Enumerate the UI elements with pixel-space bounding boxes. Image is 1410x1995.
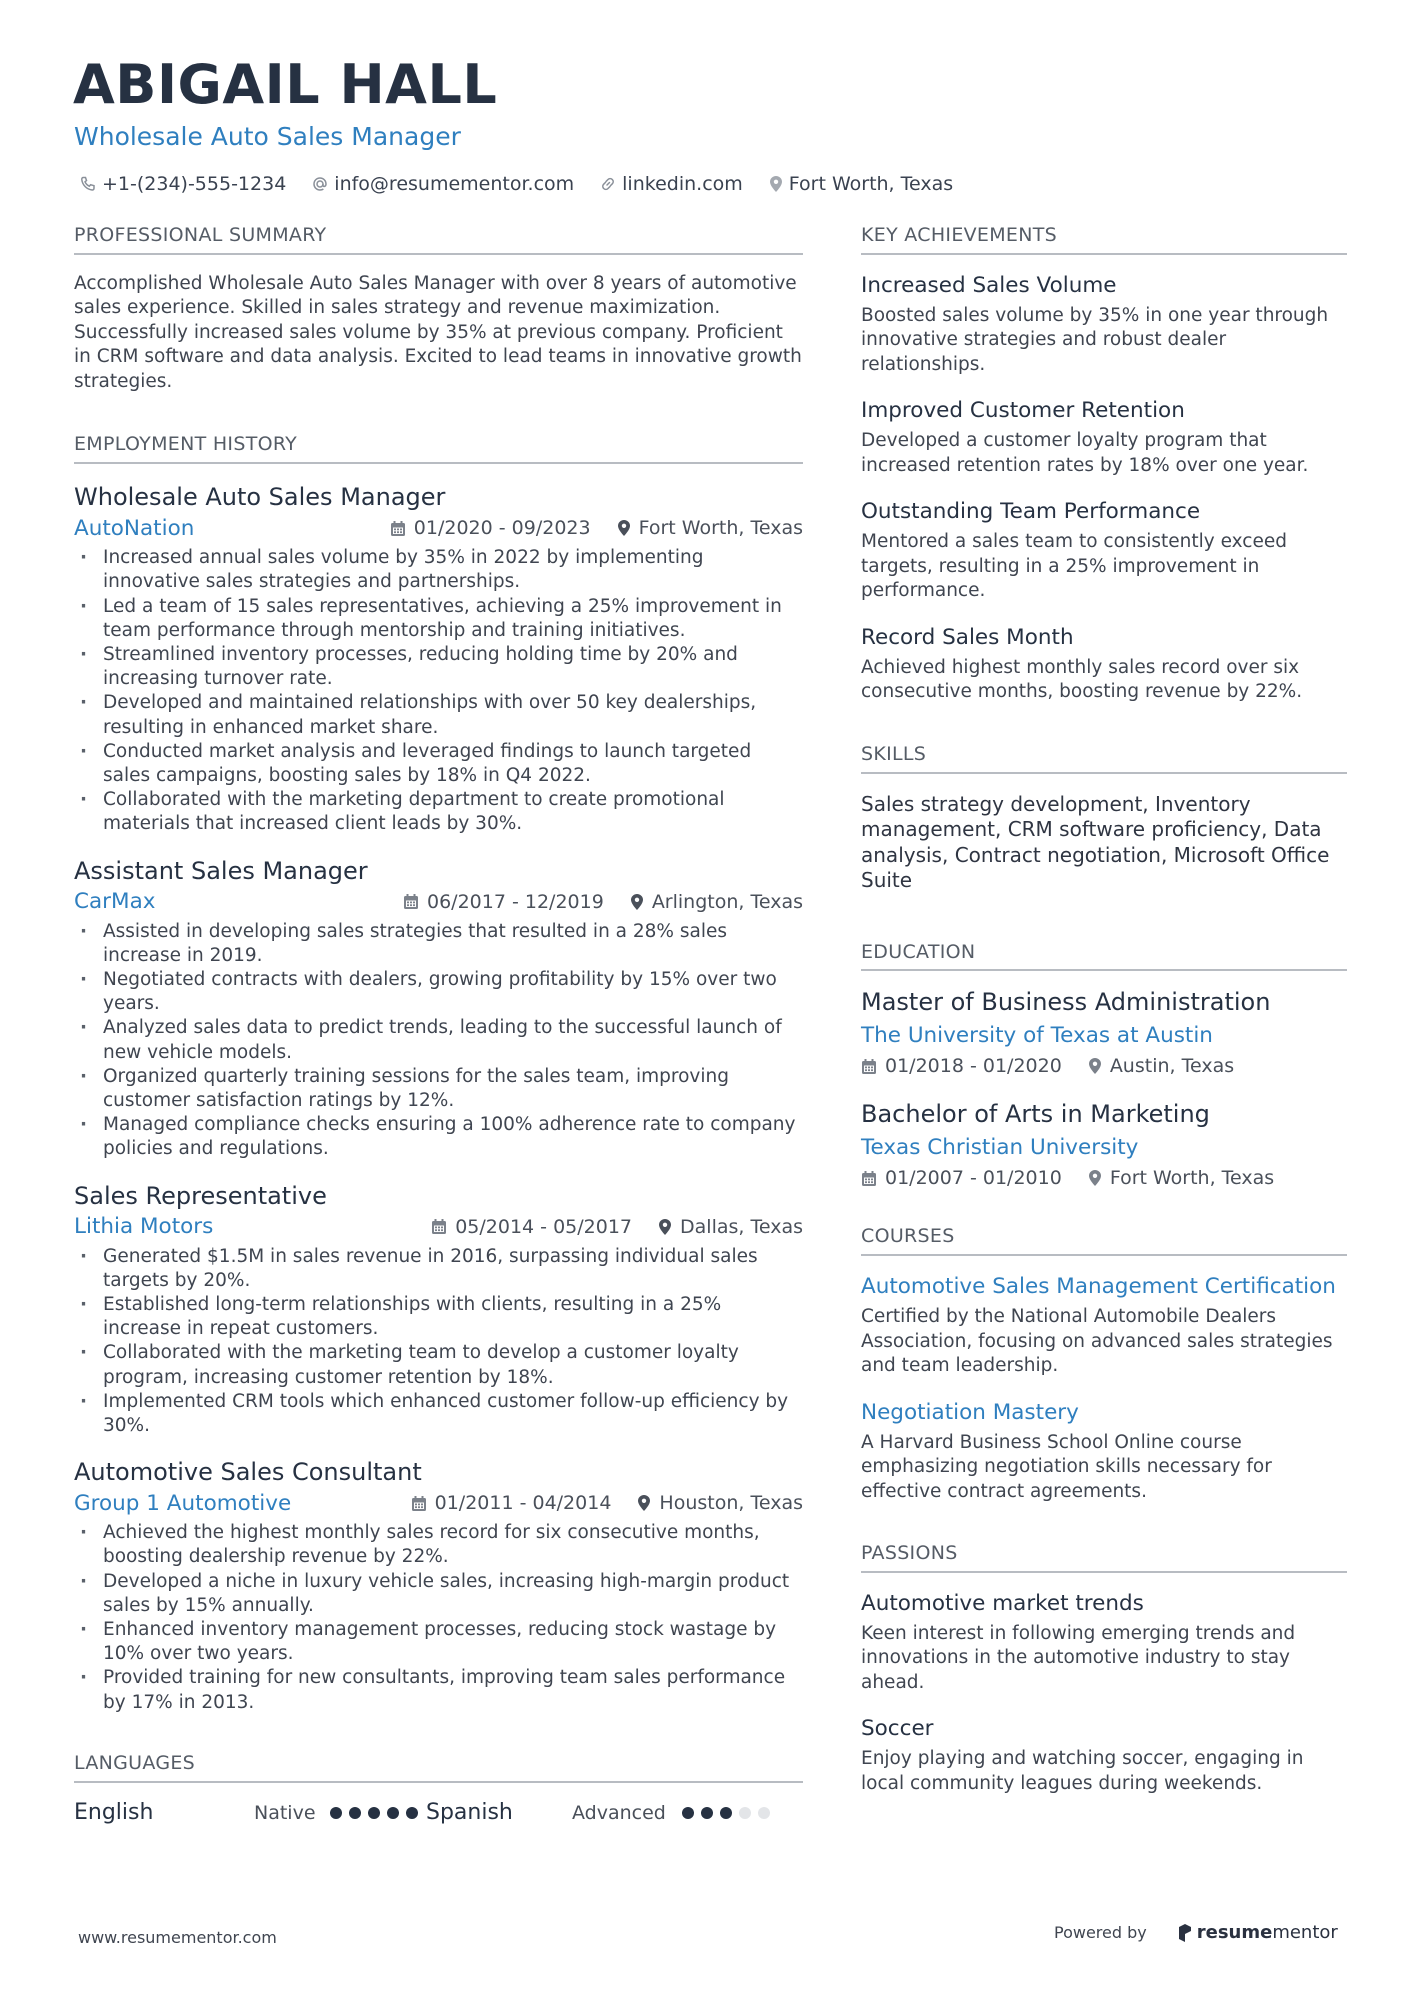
achievement-text: Achieved highest monthly sales record over six consecutive months, boosting revenue by 22%.: [861, 656, 1303, 703]
list-item: · Organized quarterly training sessions for the sales team, improving customer satisfaction ratings by 12%.: [74, 1065, 803, 1113]
footer-branding: [1054, 1922, 1338, 1943]
languages-row: [74, 1795, 803, 1831]
contact-bar: [80, 170, 979, 198]
calendar-icon: [411, 1495, 427, 1512]
languages-heading: LANGUAGES: [74, 1752, 803, 1783]
list-item: · Negotiated contracts with dealers, growing profitability by 15% over two years.: [74, 968, 803, 1016]
achievement-item: [861, 272, 1347, 378]
achievement-text: Boosted sales volume by 35% in one year through innovative strategies and robust dealer relationships.: [861, 304, 1329, 375]
passion-item: [861, 1590, 1347, 1696]
job-bullets: [74, 1245, 803, 1439]
job-location: Arlington, Texas: [630, 891, 803, 913]
calendar-icon: [861, 1058, 877, 1075]
achievement-item: [861, 397, 1347, 478]
rating-dot-filled: [368, 1807, 380, 1819]
linkedin-text: linkedin.com: [622, 173, 743, 195]
list-item: · Analyzed sales data to predict trends, leading to the successful launch of new vehicle models.: [74, 1016, 803, 1064]
location-text: Fort Worth, Texas: [788, 173, 954, 195]
education-location: Austin, Texas: [1088, 1055, 1234, 1077]
degree-title: Bachelor of Arts in Marketing: [861, 1100, 1210, 1129]
passions-heading: PASSIONS: [861, 1542, 1347, 1573]
course-text: Certified by the National Automobile Dealers Association, focusing on advanced sales strategies and team leadership.: [861, 1306, 1333, 1377]
rating-dot-filled: [720, 1807, 732, 1819]
skills-text: Sales strategy development, Inventory management, CRM software proficiency, Data analysis, Contract negotiation, Microsoft Office Suite: [861, 791, 1330, 893]
rating-dot-filled: [349, 1807, 361, 1819]
passion-title: Soccer: [861, 1716, 934, 1742]
job-title: Assistant Sales Manager: [74, 856, 368, 885]
phone-icon: [80, 176, 96, 192]
rating-dot-empty: [739, 1807, 751, 1819]
job-dates: 01/2011 - 04/2014: [411, 1492, 612, 1514]
achievement-item: [861, 498, 1347, 604]
candidate-title: Wholesale Auto Sales Manager: [74, 122, 461, 151]
location-pin-icon: [769, 175, 783, 193]
job-title: Sales Representative: [74, 1181, 327, 1210]
achievement-title: Record Sales Month: [861, 624, 1074, 650]
list-item: · Implemented CRM tools which enhanced customer follow-up efficiency by 30%.: [74, 1390, 803, 1438]
course-text: A Harvard Business School Online course emphasizing negotiation skills necessary for effective contract agreements.: [861, 1431, 1272, 1502]
language-level: Advanced: [572, 1801, 666, 1824]
job-title: Wholesale Auto Sales Manager: [74, 483, 446, 512]
achievement-item: [861, 624, 1347, 705]
job-entry: [74, 1181, 803, 1439]
list-item: · Collaborated with the marketing team to develop a customer loyalty program, increasing customer retention by 18%.: [74, 1341, 803, 1389]
brand-logo[interactable]: resume mentor: [1177, 1922, 1338, 1943]
course-item: [861, 1399, 1347, 1505]
list-item: · Enhanced inventory management processes, reducing stock wastage by 10% over two years.: [74, 1618, 803, 1666]
link-icon: [600, 176, 616, 192]
list-item: · Developed and maintained relationships with over 50 key dealerships, resulting in enhanced market share.: [74, 691, 803, 739]
job-dates: 01/2020 - 09/2023: [390, 517, 591, 539]
education-location: Fort Worth, Texas: [1088, 1167, 1274, 1189]
job-bullets: [74, 546, 803, 836]
education-item: [861, 1099, 1347, 1193]
language-rating: [682, 1807, 777, 1819]
skills-heading: SKILLS: [861, 743, 1347, 774]
contact-linkedin[interactable]: [600, 173, 743, 195]
job-entry: [74, 482, 803, 836]
language-name: English: [74, 1800, 154, 1826]
candidate-name: ABIGAIL HALL: [73, 53, 498, 116]
location-pin-icon: [637, 1494, 651, 1512]
school-name: The University of Texas at Austin: [861, 1023, 1213, 1049]
achievement-text: Developed a customer loyalty program that increased retention rates by 18% over one year.: [861, 430, 1309, 476]
employment-heading: EMPLOYMENT HISTORY: [74, 433, 803, 464]
achievement-title: Improved Customer Retention: [861, 398, 1185, 424]
at-icon: [312, 176, 328, 192]
list-item: · Developed a niche in luxury vehicle sales, increasing high-margin product sales by 15% annually.: [74, 1570, 803, 1618]
calendar-icon: [390, 520, 406, 537]
list-item: · Achieved the highest monthly sales record for six consecutive months, boosting dealership revenue by 22%.: [74, 1521, 803, 1569]
location-pin-icon: [658, 1218, 672, 1236]
contact-email[interactable]: [312, 173, 574, 195]
course-title: Automotive Sales Management Certification: [861, 1274, 1336, 1300]
location-pin-icon: [617, 519, 631, 537]
degree-title: Master of Business Administration: [861, 988, 1271, 1017]
achievement-text: Mentored a sales team to consistently exceed targets, resulting in a 25% improvement in performance.: [861, 531, 1287, 602]
education-heading: EDUCATION: [861, 941, 1347, 972]
language-level: Native: [254, 1801, 316, 1824]
list-item: · Assisted in developing sales strategies that resulted in a 28% sales increase in 2019.: [74, 920, 803, 968]
list-item: · Collaborated with the marketing department to create promotional materials that increased client leads by 30%.: [74, 788, 803, 836]
contact-phone[interactable]: [80, 173, 286, 195]
company-name: Lithia Motors: [74, 1214, 214, 1240]
passion-text: Enjoy playing and watching soccer, engaging in local community leagues during weekends.: [861, 1748, 1304, 1794]
passion-title: Automotive market trends: [861, 1590, 1144, 1616]
education-item: [861, 987, 1347, 1081]
education-dates: 01/2018 - 01/2020: [861, 1055, 1062, 1077]
list-item: · Conducted market analysis and leveraged findings to launch targeted sales campaigns, boosting sales by 18% in Q4 2022.: [74, 740, 803, 788]
education-dates: 01/2007 - 01/2010: [861, 1167, 1062, 1189]
list-item: · Increased annual sales volume by 35% in 2022 by implementing innovative sales strategies and partnerships.: [74, 546, 803, 594]
location-pin-icon: [1088, 1169, 1102, 1187]
job-title: Automotive Sales Consultant: [74, 1458, 422, 1487]
job-entry: [74, 856, 803, 1162]
job-location: Fort Worth, Texas: [617, 517, 803, 539]
job-entry: [74, 1457, 803, 1715]
list-item: · Generated $1.5M in sales revenue in 2016, surpassing individual sales targets by 20%.: [74, 1245, 803, 1293]
job-bullets: [74, 1521, 803, 1715]
company-name: CarMax: [74, 889, 156, 915]
course-item: [861, 1273, 1347, 1379]
rating-dot-empty: [758, 1807, 770, 1819]
job-dates: 06/2017 - 12/2019: [403, 891, 604, 913]
job-dates: 05/2014 - 05/2017: [431, 1216, 632, 1238]
footer-website[interactable]: www.resumementor.com: [78, 1928, 277, 1947]
left-column: [74, 224, 803, 1831]
calendar-icon: [431, 1218, 447, 1235]
list-item: · Managed compliance checks ensuring a 100% adherence rate to company policies and regulations.: [74, 1113, 803, 1161]
job-bullets: [74, 920, 803, 1162]
powered-by-label: Powered by: [1054, 1923, 1147, 1942]
school-name: Texas Christian University: [861, 1135, 1139, 1161]
list-item: · Provided training for new consultants, improving team sales performance by 17% in 2013.: [74, 1666, 803, 1714]
resumementor-logo-icon: [1177, 1923, 1193, 1943]
location-pin-icon: [630, 893, 644, 911]
language-name: Spanish: [426, 1800, 513, 1826]
rating-dot-filled: [406, 1807, 418, 1819]
company-name: AutoNation: [74, 515, 195, 541]
rating-dot-filled: [701, 1807, 713, 1819]
calendar-icon: [403, 893, 419, 910]
courses-heading: COURSES: [861, 1225, 1347, 1256]
location-pin-icon: [1088, 1057, 1102, 1075]
achievements-heading: KEY ACHIEVEMENTS: [861, 224, 1347, 255]
contact-location: [769, 173, 953, 195]
rating-dot-filled: [330, 1807, 342, 1819]
email-text: info@resumementor.com: [334, 173, 575, 195]
calendar-icon: [861, 1170, 877, 1187]
company-name: Group 1 Automotive: [74, 1490, 292, 1516]
right-column: [861, 224, 1347, 1796]
phone-text: +1-(234)-555-1234: [102, 173, 287, 195]
list-item: · Established long-term relationships with clients, resulting in a 25% increase in repeat customers.: [74, 1293, 803, 1341]
rating-dot-filled: [682, 1807, 694, 1819]
job-location: Houston, Texas: [637, 1492, 803, 1514]
summary-heading: PROFESSIONAL SUMMARY: [74, 224, 803, 255]
list-item: · Led a team of 15 sales representatives, achieving a 25% improvement in team performance through mentorship and training initiatives.: [74, 595, 803, 643]
language-rating: [330, 1807, 426, 1819]
achievement-title: Increased Sales Volume: [861, 272, 1117, 298]
job-location: Dallas, Texas: [658, 1216, 803, 1238]
course-title: Negotiation Mastery: [861, 1399, 1079, 1425]
passion-item: [861, 1715, 1347, 1796]
list-item: · Streamlined inventory processes, reducing holding time by 20% and increasing turnover rate.: [74, 643, 803, 691]
passion-text: Keen interest in following emerging trends and innovations in the automotive industry to stay ahead.: [861, 1622, 1296, 1693]
achievement-title: Outstanding Team Performance: [861, 499, 1201, 525]
rating-dot-filled: [387, 1807, 399, 1819]
summary-text: Accomplished Wholesale Auto Sales Manager with over 8 years of automotive sales experience. Skilled in sales strategy and revenue maximization. Successfully increased sales volume by 35% at previous company. Proficient in CRM software and data analysis. Excited to lead teams in innovative growth strategies.: [74, 272, 802, 392]
